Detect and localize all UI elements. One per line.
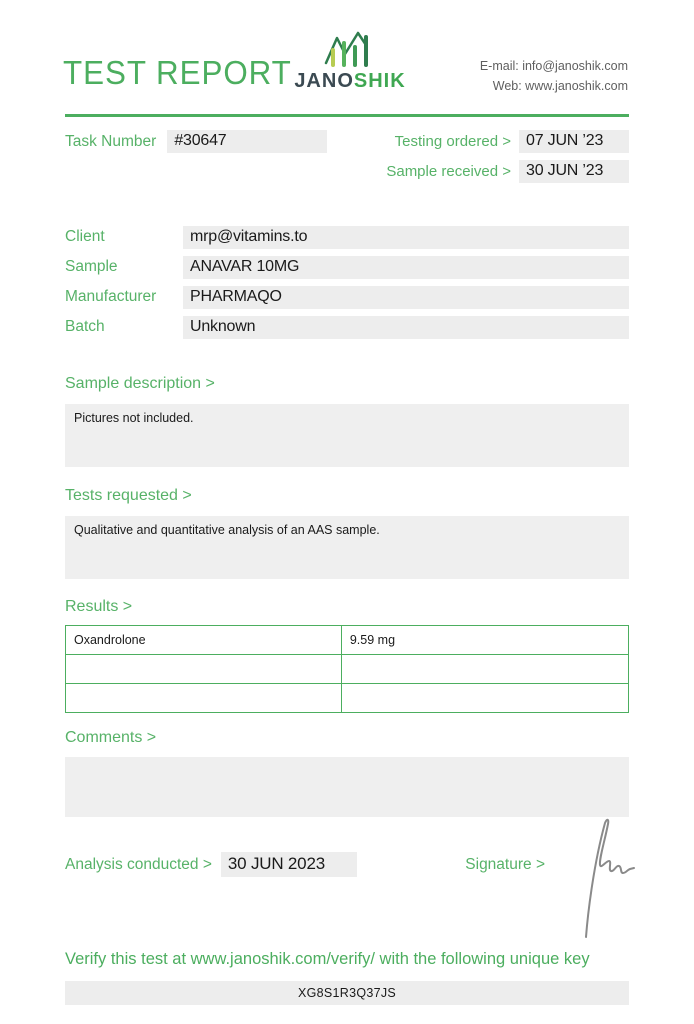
comments-box xyxy=(65,757,629,817)
sample-row xyxy=(65,256,629,279)
logo-text-jano: JANO xyxy=(294,70,354,92)
dates-group xyxy=(385,130,629,183)
section-heading-comments: Comments > xyxy=(65,729,157,746)
logo-wordmark xyxy=(292,70,408,93)
table-row xyxy=(66,655,629,684)
contact-block xyxy=(480,56,628,96)
manufacturer-row xyxy=(65,286,629,309)
manufacturer-label: Manufacturer xyxy=(65,288,157,305)
tests-requested-box: Qualitative and quantitative analysis of an AAS sample. xyxy=(65,516,629,579)
manufacturer-value: PHARMAQO xyxy=(183,286,629,309)
contact-email: E-mail: info@janoshik.com xyxy=(479,59,628,73)
sample-received-value: 30 JUN ’23 xyxy=(519,160,629,183)
sample-value: ANAVAR 10MG xyxy=(183,256,629,279)
amount-cell xyxy=(341,655,628,684)
signature-scribble xyxy=(564,815,636,940)
results-table xyxy=(65,625,629,713)
task-row xyxy=(65,130,629,186)
task-number-group xyxy=(65,130,327,153)
page-title: TEST REPORT xyxy=(63,54,292,91)
batch-value: Unknown xyxy=(183,316,629,339)
sample-description-box: Pictures not included. xyxy=(65,404,629,467)
table-row xyxy=(66,626,629,655)
substance-cell xyxy=(66,655,342,684)
sample-label: Sample xyxy=(65,258,118,275)
section-heading-sample-description: Sample description > xyxy=(65,375,215,392)
sample-received-row xyxy=(385,160,629,183)
task-number-value: #30647 xyxy=(167,130,327,153)
janoshik-logo xyxy=(292,30,408,93)
contact-web: Web: www.janoshik.com xyxy=(492,79,628,93)
client-label: Client xyxy=(65,228,105,245)
table-row xyxy=(66,684,629,713)
testing-ordered-value: 07 JUN ’23 xyxy=(519,130,629,153)
testing-ordered-label: Testing ordered > xyxy=(394,133,511,150)
signature-group xyxy=(465,856,545,874)
batch-row xyxy=(65,316,629,339)
footer-row xyxy=(65,852,629,877)
verify-text: Verify this test at www.janoshik.com/verify/ with the following unique key xyxy=(65,950,590,968)
unique-key-box xyxy=(65,981,629,1005)
client-row xyxy=(65,226,629,249)
testing-ordered-row xyxy=(385,130,629,153)
batch-label: Batch xyxy=(65,318,105,335)
analysis-conducted-group xyxy=(65,852,357,877)
unique-key-value: XG8S1R3Q37JS xyxy=(297,986,397,1000)
signature-label: Signature > xyxy=(465,855,545,873)
analysis-conducted-value: 30 JUN 2023 xyxy=(221,852,357,877)
amount-cell xyxy=(341,684,628,713)
analysis-conducted-label: Analysis conducted > xyxy=(65,855,212,873)
sample-info-block xyxy=(65,226,629,339)
candlestick-chart-icon xyxy=(317,30,383,68)
client-value: mrp@vitamins.to xyxy=(183,226,629,249)
header-divider xyxy=(65,114,629,117)
section-heading-results: Results > xyxy=(65,598,133,615)
amount-cell: 9.59 mg xyxy=(341,626,628,655)
substance-cell: Oxandrolone xyxy=(66,626,342,655)
logo-text-shik: SHIK xyxy=(353,70,406,92)
sample-received-label: Sample received > xyxy=(386,163,511,180)
section-heading-tests-requested: Tests requested > xyxy=(65,487,192,504)
substance-cell xyxy=(66,684,342,713)
report-content xyxy=(65,130,629,817)
task-number-label: Task Number xyxy=(65,133,157,150)
